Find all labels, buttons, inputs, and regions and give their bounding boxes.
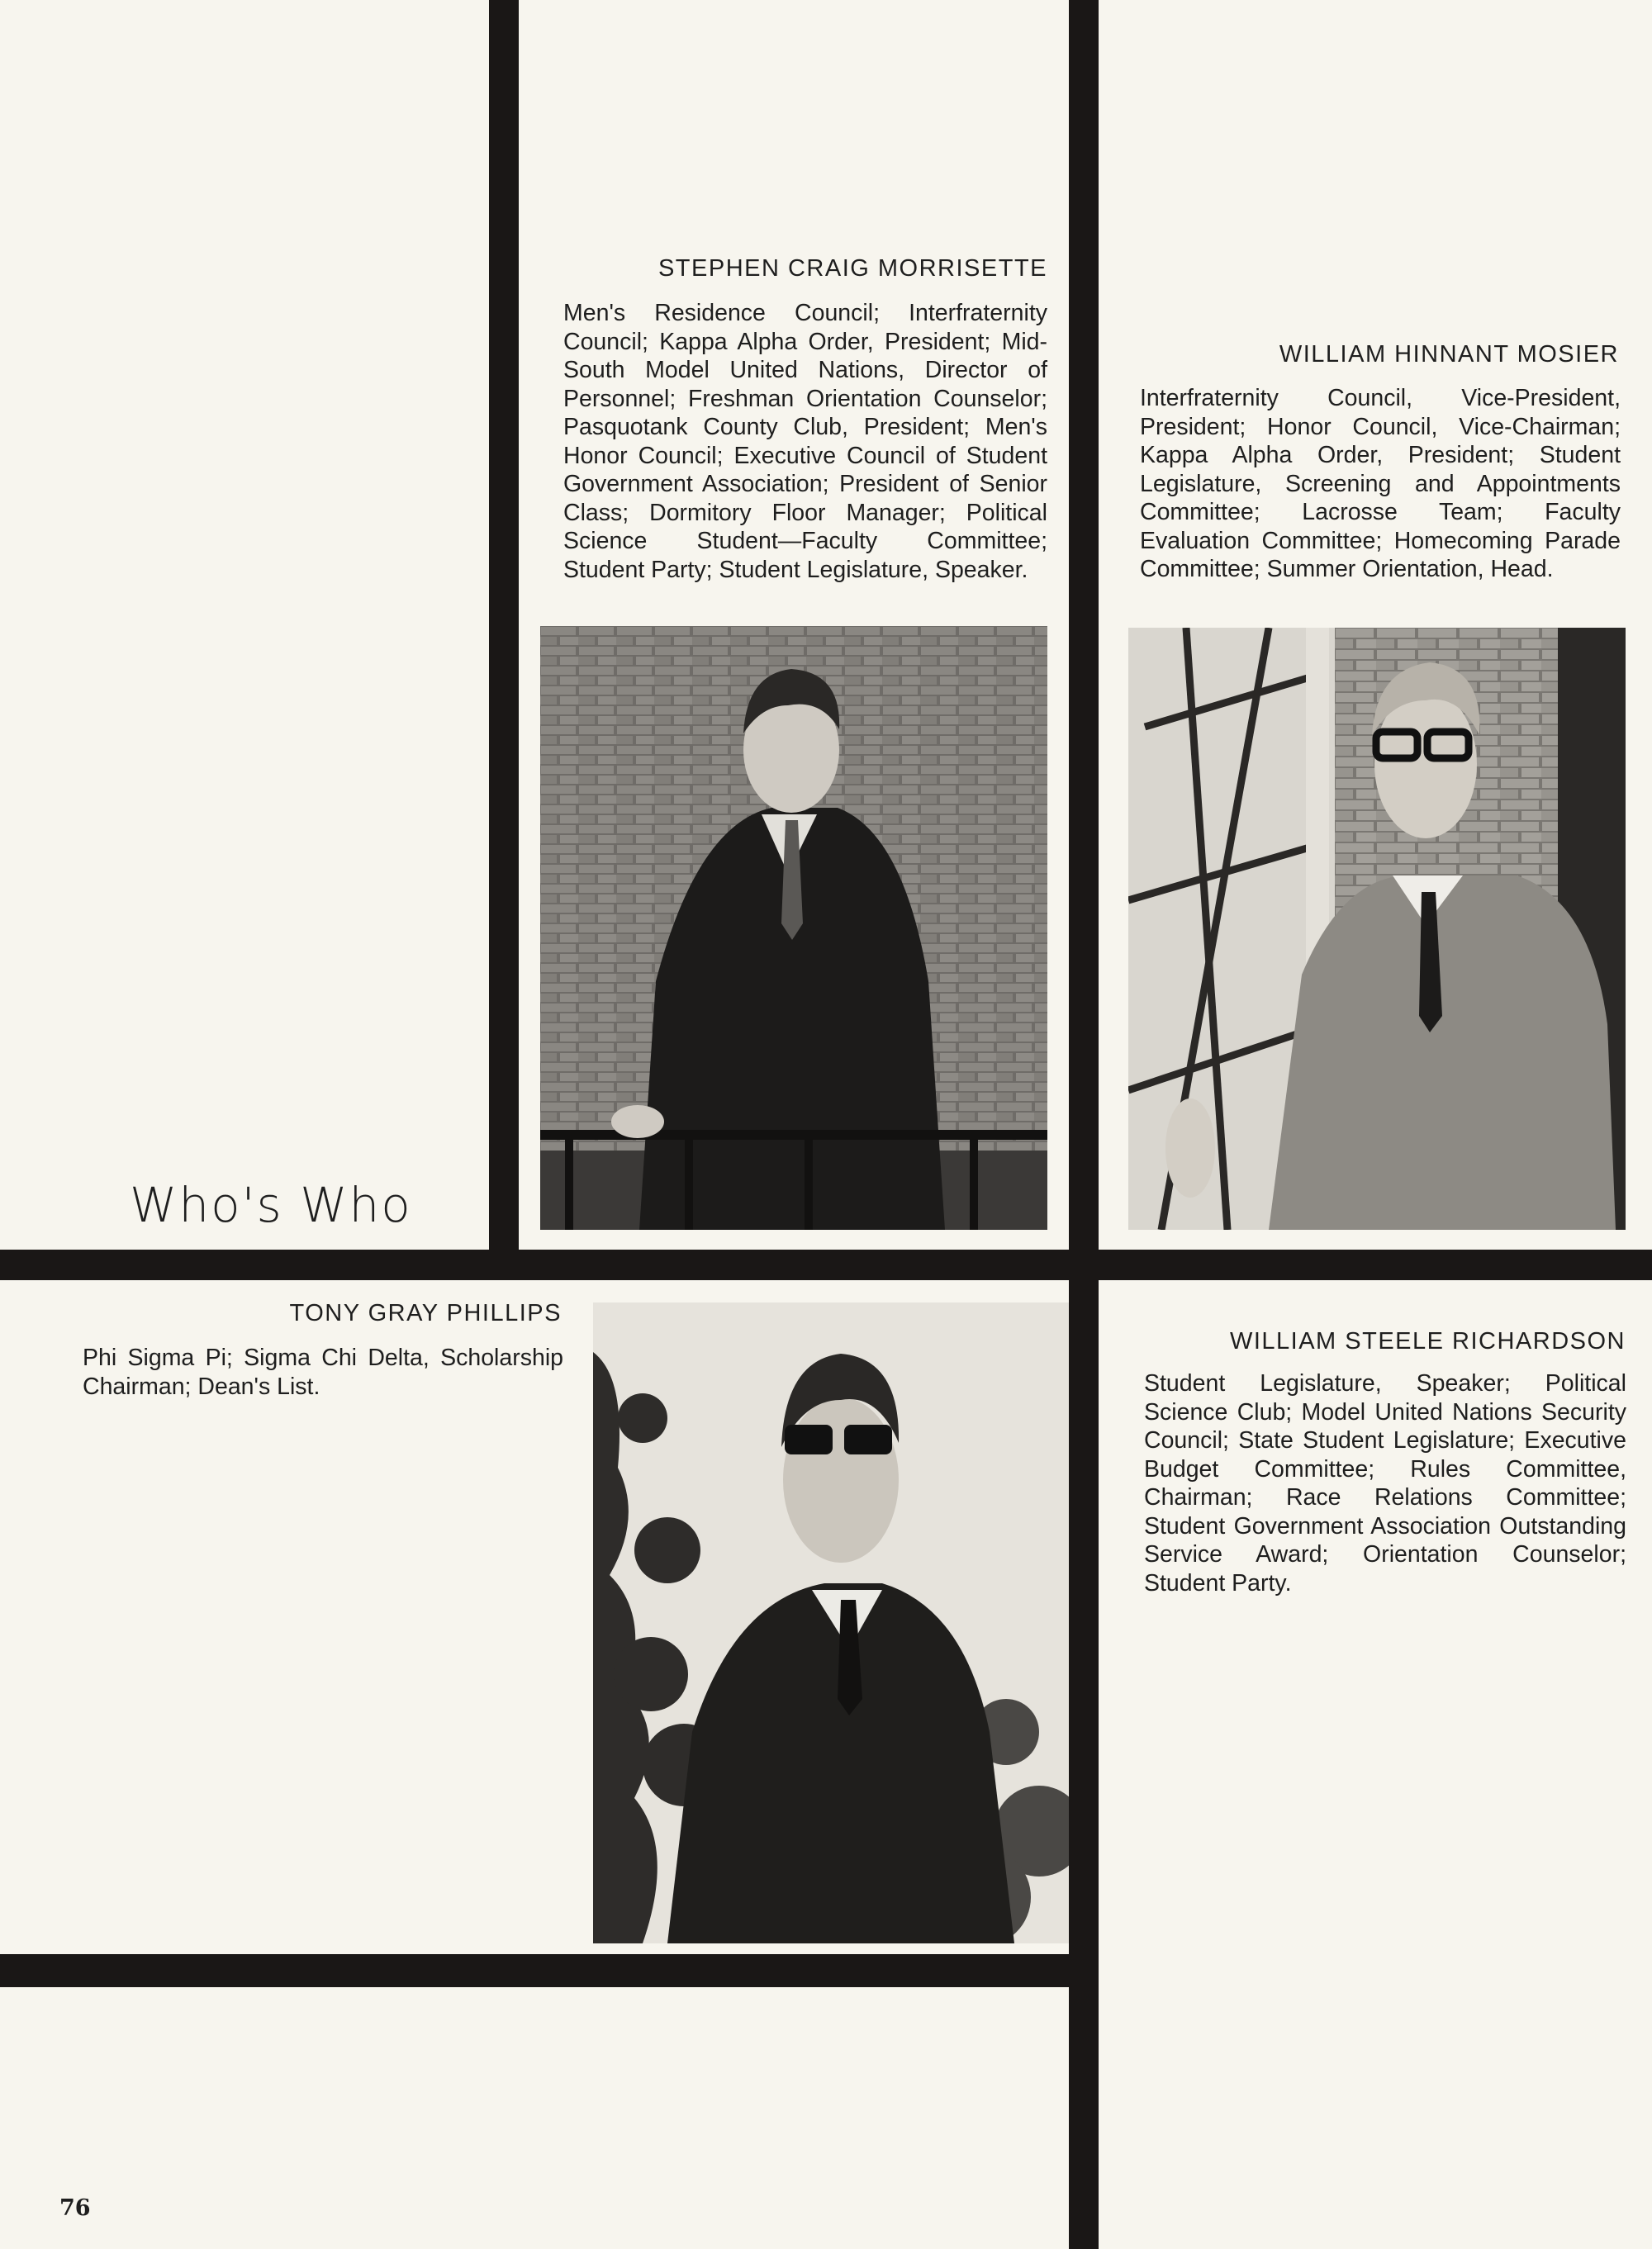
- entry-name-phillips: TONY GRAY PHILLIPS: [289, 1300, 562, 1326]
- entry-name-morrisette: STEPHEN CRAIG MORRISETTE: [657, 255, 1047, 282]
- divider-vertical-left-top: [489, 0, 519, 1280]
- divider-horizontal-upper: [0, 1250, 1652, 1280]
- entry-name-richardson: WILLIAM STEELE RICHARDSON: [1229, 1328, 1626, 1355]
- portrait-photo-morrisette: [540, 626, 1047, 1230]
- portrait-photo-phillips: [593, 1302, 1069, 1943]
- entry-bio-mosier: Interfraternity Council, Vice-President, President; Honor Council, Vice-Chairman; Kappa Alpha Order, President; Student Legislature, Screening and Appointments Committee; Lacrosse Team; Faculty Evaluation Committee; Homecoming Parade Committee; Summer Orientation, Head.: [1140, 385, 1621, 582]
- divider-vertical-middle-bottom: [1069, 1280, 1099, 2249]
- entry-bio-richardson: Student Legislature, Speaker; Political Science Club; Model United Nations Security Council; State Student Legislature; Executive Budget Committee; Rules Committee, Chairman; Race Relations Committee; Student Government Association Outstanding Service Award; Orientation Counselor; Student Party.: [1144, 1370, 1626, 1597]
- entry-name-mosier: WILLIAM HINNANT MOSIER: [1279, 341, 1619, 368]
- divider-vertical-middle-top: [1069, 0, 1099, 1280]
- page-heading: Who's Who: [130, 1177, 412, 1233]
- page-number: 76: [59, 2195, 91, 2221]
- entry-bio-morrisette: Men's Residence Council; Interfraternity Council; Kappa Alpha Order, President; Mid-South Model United Nations, Director of Personnel; Freshman Orientation Counselor; Pasquotank County Club, President; Men's Honor Council; Executive Council of Student Government Association; President of Senior Class; Dormitory Floor Manager; Political Science Student—Faculty Committee; Student Party; Student Legislature, Speaker.: [563, 300, 1047, 583]
- portrait-photo-mosier: [1128, 628, 1626, 1230]
- divider-horizontal-lower: [0, 1954, 1069, 1987]
- entry-bio-phillips: Phi Sigma Pi; Sigma Chi Delta, Scholarship Chairman; Dean's List.: [83, 1345, 563, 1400]
